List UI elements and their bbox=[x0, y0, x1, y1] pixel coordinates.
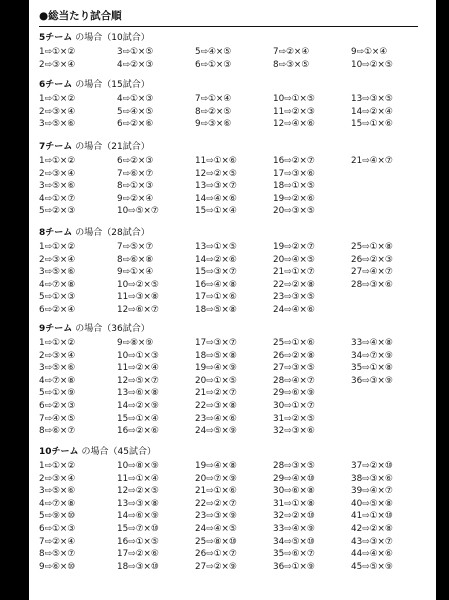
match-entry: 21⇨④×⑦ bbox=[351, 156, 393, 166]
match-entry: 3⇨①×⑤ bbox=[117, 47, 154, 57]
section-6-teams bbox=[39, 78, 429, 131]
match-column bbox=[351, 46, 393, 71]
match-entry: 12⇨②×⑤ bbox=[195, 168, 237, 179]
match-column bbox=[273, 460, 315, 573]
match-column bbox=[351, 460, 393, 573]
match-entry: 13⇨③×⑧ bbox=[117, 498, 159, 509]
match-entry: 1⇨①×② bbox=[39, 338, 76, 348]
match-entry: 3⇨⑤×⑥ bbox=[39, 267, 76, 278]
team-count: 7チーム bbox=[39, 142, 73, 152]
match-entry: 25⇨⑧×⑩ bbox=[195, 536, 237, 547]
team-count: 9チーム bbox=[39, 324, 73, 334]
match-entry: 7⇨①×④ bbox=[195, 94, 232, 104]
match-entry: 10⇨②×⑤ bbox=[351, 59, 393, 70]
match-entry: 6⇨②×③ bbox=[39, 400, 76, 411]
match-entry: 5⇨④×⑤ bbox=[117, 106, 154, 117]
match-column bbox=[39, 337, 75, 438]
match-count: の場合（10試合） bbox=[75, 33, 150, 43]
match-entry: 5⇨①×③ bbox=[39, 292, 76, 303]
match-entry: 6⇨②×④ bbox=[39, 304, 76, 315]
match-column bbox=[195, 337, 237, 438]
match-entry: 45⇨⑤×⑨ bbox=[351, 561, 393, 572]
match-column bbox=[39, 155, 75, 218]
match-entry: 2⇨③×④ bbox=[39, 106, 76, 117]
match-entry: 5⇨⑨×⑩ bbox=[39, 511, 76, 522]
match-entry: 20⇨⑦×⑨ bbox=[195, 473, 237, 484]
match-count: の場合（45試合） bbox=[81, 447, 156, 457]
match-column bbox=[195, 46, 231, 71]
section-heading bbox=[39, 78, 429, 93]
match-entry: 43⇨③×⑦ bbox=[351, 536, 393, 547]
match-column bbox=[195, 241, 237, 317]
match-entry: 6⇨①×③ bbox=[39, 523, 76, 534]
team-count: 10チーム bbox=[39, 447, 79, 457]
match-column bbox=[273, 46, 309, 71]
match-entry: 16⇨②×⑥ bbox=[117, 426, 159, 437]
match-entry: 13⇨③×⑦ bbox=[195, 181, 237, 192]
match-entry: 13⇨③×⑤ bbox=[351, 94, 393, 104]
match-entry: 36⇨③×⑨ bbox=[351, 375, 393, 386]
match-entry: 23⇨③×⑤ bbox=[273, 292, 315, 303]
match-entry: 15⇨③×⑦ bbox=[195, 267, 237, 278]
match-column bbox=[351, 155, 393, 168]
match-entry: 28⇨③×⑤ bbox=[273, 461, 315, 471]
match-column bbox=[351, 241, 393, 291]
section-5-teams bbox=[39, 31, 429, 71]
match-entry: 23⇨④×⑥ bbox=[195, 413, 237, 424]
match-column bbox=[39, 93, 75, 131]
match-entry: 13⇨①×⑤ bbox=[195, 242, 237, 252]
match-column bbox=[273, 155, 315, 218]
match-entry: 29⇨⑥×⑨ bbox=[273, 388, 315, 399]
match-count: の場合（21試合） bbox=[75, 142, 150, 152]
match-entry: 35⇨⑥×⑦ bbox=[273, 549, 315, 560]
section-9-teams bbox=[39, 322, 429, 438]
match-column bbox=[273, 93, 315, 131]
match-entry: 27⇨④×⑦ bbox=[351, 267, 393, 278]
match-entry: 8⇨②×⑤ bbox=[195, 106, 232, 117]
title-divider bbox=[39, 26, 418, 27]
match-entry: 28⇨④×⑦ bbox=[273, 375, 315, 386]
match-entry: 22⇨③×⑧ bbox=[195, 400, 237, 411]
match-column bbox=[351, 93, 393, 131]
match-entry: 32⇨③×⑥ bbox=[273, 426, 315, 437]
match-entry: 1⇨①×② bbox=[39, 461, 76, 471]
team-count: 6チーム bbox=[39, 80, 73, 90]
match-entry: 39⇨④×⑦ bbox=[351, 486, 393, 497]
match-entry: 21⇨②×⑦ bbox=[195, 388, 237, 399]
match-entry: 8⇨⑥×⑧ bbox=[117, 254, 154, 265]
match-entry: 22⇨②×⑦ bbox=[195, 498, 237, 509]
match-entry: 1⇨①×② bbox=[39, 47, 76, 57]
match-grid bbox=[39, 241, 429, 317]
match-entry: 11⇨③×⑧ bbox=[117, 292, 159, 303]
match-column bbox=[39, 460, 75, 573]
section-heading bbox=[39, 445, 429, 460]
match-column bbox=[117, 460, 159, 573]
match-entry: 3⇨⑤×⑥ bbox=[39, 119, 76, 130]
match-entry: 16⇨②×⑦ bbox=[273, 156, 315, 166]
match-grid bbox=[39, 460, 429, 573]
section-heading bbox=[39, 31, 429, 46]
match-entry: 34⇨⑤×⑩ bbox=[273, 536, 315, 547]
match-entry: 30⇨⑥×⑧ bbox=[273, 486, 315, 497]
match-count: の場合（28試合） bbox=[75, 228, 150, 238]
match-entry: 9⇨⑧×⑨ bbox=[117, 338, 154, 348]
match-entry: 10⇨①×⑤ bbox=[273, 94, 315, 104]
match-column bbox=[117, 155, 159, 218]
match-entry: 10⇨①×③ bbox=[117, 350, 159, 361]
match-entry: 14⇨④×⑥ bbox=[195, 193, 237, 204]
match-entry: 2⇨③×④ bbox=[39, 473, 76, 484]
match-entry: 31⇨①×⑧ bbox=[273, 498, 315, 509]
match-entry: 7⇨④×⑤ bbox=[39, 413, 76, 424]
match-entry: 22⇨②×⑧ bbox=[273, 279, 315, 290]
match-entry: 9⇨②×④ bbox=[117, 193, 154, 204]
match-entry: 25⇨①×⑥ bbox=[273, 338, 315, 348]
match-entry: 3⇨⑤×⑥ bbox=[39, 181, 76, 192]
match-entry: 5⇨①×⑨ bbox=[39, 388, 76, 399]
match-entry: 11⇨②×③ bbox=[273, 106, 315, 117]
match-entry: 16⇨④×⑧ bbox=[195, 279, 237, 290]
match-entry: 1⇨①×② bbox=[39, 242, 76, 252]
match-entry: 41⇨①×⑩ bbox=[351, 511, 393, 522]
match-entry: 7⇨②×④ bbox=[39, 536, 76, 547]
match-grid bbox=[39, 46, 429, 71]
match-entry: 19⇨④×⑧ bbox=[195, 461, 237, 471]
match-grid bbox=[39, 337, 429, 438]
match-entry: 18⇨①×⑤ bbox=[273, 181, 315, 192]
match-entry: 3⇨⑤×⑥ bbox=[39, 363, 76, 374]
match-entry: 38⇨③×⑥ bbox=[351, 473, 393, 484]
match-entry: 35⇨①×⑧ bbox=[351, 363, 393, 374]
section-heading bbox=[39, 322, 429, 337]
match-entry: 4⇨①×⑦ bbox=[39, 193, 76, 204]
match-column bbox=[39, 241, 75, 317]
match-entry: 9⇨③×⑥ bbox=[195, 119, 232, 130]
match-entry: 15⇨①×⑥ bbox=[351, 119, 393, 130]
match-entry: 37⇨②×⑩ bbox=[351, 461, 393, 471]
match-column bbox=[117, 241, 159, 317]
match-entry: 14⇨②×⑨ bbox=[117, 400, 159, 411]
match-entry: 30⇨①×⑦ bbox=[273, 400, 315, 411]
match-entry: 10⇨⑧×⑨ bbox=[117, 461, 159, 471]
match-entry: 6⇨①×③ bbox=[195, 59, 232, 70]
match-entry: 9⇨①×④ bbox=[351, 47, 388, 57]
match-entry: 12⇨②×⑤ bbox=[117, 486, 159, 497]
match-entry: 33⇨④×⑨ bbox=[273, 523, 315, 534]
match-entry: 12⇨⑥×⑦ bbox=[117, 304, 159, 315]
match-entry: 18⇨⑤×⑧ bbox=[195, 350, 237, 361]
match-entry: 9⇨①×④ bbox=[117, 267, 154, 278]
match-column bbox=[195, 155, 237, 218]
match-entry: 24⇨④×⑥ bbox=[273, 304, 315, 315]
match-entry: 24⇨④×⑤ bbox=[195, 523, 237, 534]
match-entry: 12⇨⑤×⑦ bbox=[117, 375, 159, 386]
match-count: の場合（15試合） bbox=[75, 80, 150, 90]
section-10-teams bbox=[39, 445, 429, 573]
match-column bbox=[117, 93, 153, 131]
match-entry: 36⇨①×⑨ bbox=[273, 561, 315, 572]
match-entry: 24⇨⑤×⑨ bbox=[195, 426, 237, 437]
match-entry: 14⇨⑥×⑨ bbox=[117, 511, 159, 522]
match-entry: 12⇨④×⑥ bbox=[273, 119, 315, 130]
section-7-teams bbox=[39, 140, 429, 218]
match-entry: 7⇨⑤×⑦ bbox=[117, 242, 154, 252]
match-entry: 17⇨③×⑦ bbox=[195, 338, 237, 348]
match-entry: 26⇨②×③ bbox=[351, 254, 393, 265]
match-entry: 20⇨①×⑤ bbox=[195, 375, 237, 386]
match-column bbox=[195, 460, 237, 573]
match-entry: 1⇨①×② bbox=[39, 94, 76, 104]
match-entry: 14⇨②×⑥ bbox=[195, 254, 237, 265]
match-entry: 19⇨②×⑥ bbox=[273, 193, 315, 204]
match-entry: 20⇨④×⑤ bbox=[273, 254, 315, 265]
match-entry: 29⇨④×⑩ bbox=[273, 473, 315, 484]
page-title: ●総当たり試合順 bbox=[39, 10, 122, 22]
match-column bbox=[351, 337, 393, 387]
match-entry: 2⇨③×④ bbox=[39, 59, 76, 70]
match-entry: 19⇨②×⑦ bbox=[273, 242, 315, 252]
match-entry: 5⇨②×③ bbox=[39, 206, 76, 217]
match-entry: 25⇨①×⑧ bbox=[351, 242, 393, 252]
match-entry: 11⇨①×④ bbox=[117, 473, 159, 484]
match-entry: 27⇨②×⑨ bbox=[195, 561, 237, 572]
match-entry: 23⇨③×⑨ bbox=[195, 511, 237, 522]
match-count: の場合（36試合） bbox=[75, 324, 150, 334]
match-entry: 8⇨⑤×⑦ bbox=[39, 549, 76, 560]
match-entry: 13⇨⑥×⑧ bbox=[117, 388, 159, 399]
match-column bbox=[117, 337, 159, 438]
match-entry: 5⇨④×⑤ bbox=[195, 47, 232, 57]
match-entry: 11⇨②×④ bbox=[117, 363, 159, 374]
match-entry: 10⇨②×⑤ bbox=[117, 279, 159, 290]
match-entry: 1⇨①×② bbox=[39, 156, 76, 166]
match-entry: 28⇨③×⑥ bbox=[351, 279, 393, 290]
match-entry: 17⇨①×⑥ bbox=[195, 292, 237, 303]
match-entry: 10⇨⑤×⑦ bbox=[117, 206, 159, 217]
match-entry: 7⇨⑥×⑦ bbox=[117, 168, 154, 179]
section-heading bbox=[39, 226, 429, 241]
match-entry: 4⇨②×③ bbox=[117, 59, 154, 70]
match-entry: 42⇨②×⑧ bbox=[351, 523, 393, 534]
match-entry: 8⇨③×⑤ bbox=[273, 59, 310, 70]
match-entry: 14⇨②×④ bbox=[351, 106, 393, 117]
section-heading bbox=[39, 140, 429, 155]
match-entry: 18⇨③×⑩ bbox=[117, 561, 159, 572]
match-column bbox=[39, 46, 75, 71]
match-grid bbox=[39, 93, 429, 131]
match-column bbox=[273, 337, 315, 438]
match-column bbox=[195, 93, 231, 131]
match-entry: 15⇨①×④ bbox=[117, 413, 159, 424]
match-entry: 9⇨⑥×⑩ bbox=[39, 561, 76, 572]
match-entry: 26⇨②×⑧ bbox=[273, 350, 315, 361]
match-entry: 15⇨⑦×⑩ bbox=[117, 523, 159, 534]
match-entry: 4⇨⑦×⑧ bbox=[39, 498, 76, 509]
match-entry: 15⇨①×④ bbox=[195, 206, 237, 217]
match-entry: 4⇨⑦×⑧ bbox=[39, 375, 76, 386]
match-entry: 33⇨④×⑧ bbox=[351, 338, 393, 348]
match-entry: 31⇨②×⑤ bbox=[273, 413, 315, 424]
team-count: 8チーム bbox=[39, 228, 73, 238]
match-entry: 2⇨③×④ bbox=[39, 168, 76, 179]
match-entry: 8⇨⑥×⑦ bbox=[39, 426, 76, 437]
match-entry: 6⇨②×⑥ bbox=[117, 119, 154, 130]
match-entry: 19⇨④×⑨ bbox=[195, 363, 237, 374]
match-entry: 26⇨①×⑦ bbox=[195, 549, 237, 560]
match-entry: 6⇨②×③ bbox=[117, 156, 154, 166]
match-entry: 27⇨③×⑤ bbox=[273, 363, 315, 374]
match-column bbox=[273, 241, 315, 317]
match-entry: 2⇨③×④ bbox=[39, 350, 76, 361]
team-count: 5チーム bbox=[39, 33, 73, 43]
schedule-sheet bbox=[29, 0, 436, 600]
match-entry: 11⇨①×⑥ bbox=[195, 156, 237, 166]
match-entry: 44⇨④×⑥ bbox=[351, 549, 393, 560]
match-entry: 4⇨①×③ bbox=[117, 94, 154, 104]
match-entry: 17⇨③×⑥ bbox=[273, 168, 315, 179]
section-8-teams bbox=[39, 226, 429, 317]
match-grid bbox=[39, 155, 429, 218]
match-column bbox=[117, 46, 153, 71]
match-entry: 4⇨⑦×⑧ bbox=[39, 279, 76, 290]
match-entry: 18⇨⑤×⑧ bbox=[195, 304, 237, 315]
match-entry: 2⇨③×④ bbox=[39, 254, 76, 265]
match-entry: 17⇨②×⑥ bbox=[117, 549, 159, 560]
match-entry: 21⇨①×⑦ bbox=[273, 267, 315, 278]
match-entry: 20⇨③×⑤ bbox=[273, 206, 315, 217]
match-entry: 3⇨⑤×⑥ bbox=[39, 486, 76, 497]
match-entry: 21⇨①×⑥ bbox=[195, 486, 237, 497]
match-entry: 40⇨⑤×⑧ bbox=[351, 498, 393, 509]
match-entry: 8⇨①×③ bbox=[117, 181, 154, 192]
match-entry: 7⇨②×④ bbox=[273, 47, 310, 57]
match-entry: 32⇨②×⑩ bbox=[273, 511, 315, 522]
match-entry: 16⇨①×⑤ bbox=[117, 536, 159, 547]
match-entry: 34⇨⑦×⑨ bbox=[351, 350, 393, 361]
